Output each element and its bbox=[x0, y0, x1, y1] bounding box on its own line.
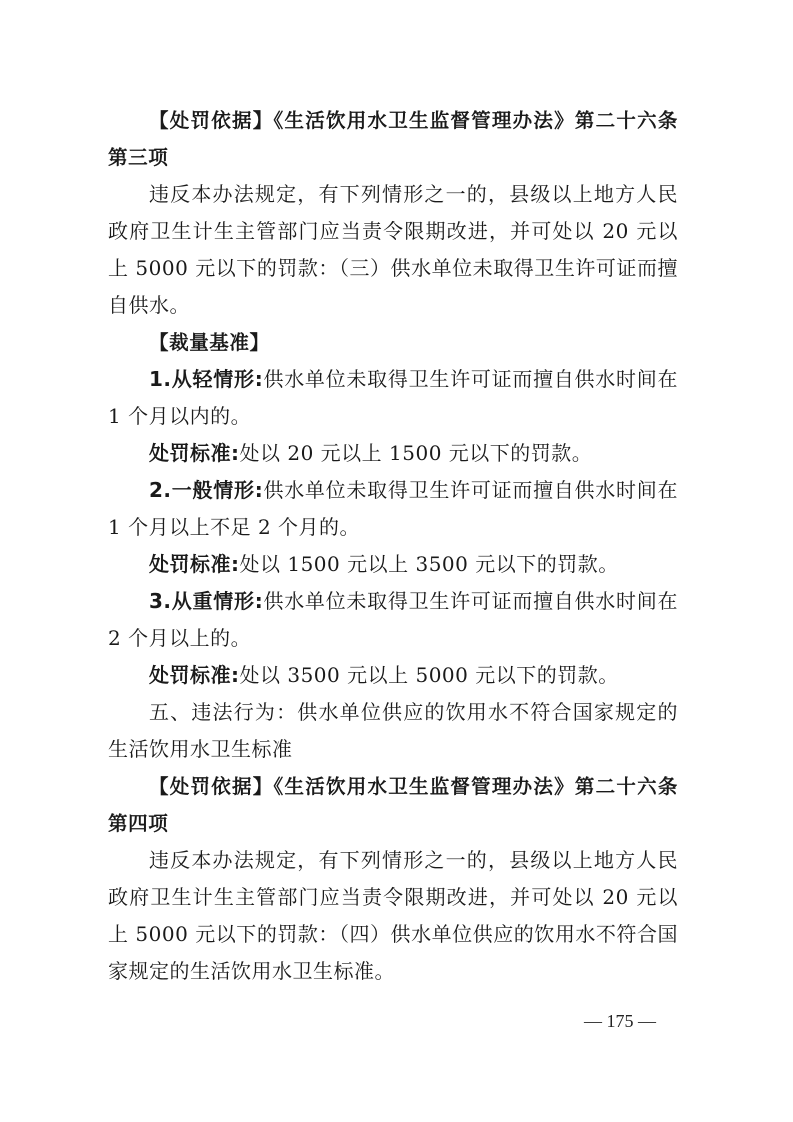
level-heavy-penalty bbox=[108, 657, 678, 694]
violation-title: 五、违法行为：供水单位供应的饮用水不符合国家规定的生活饮用水卫生标准 bbox=[108, 700, 678, 761]
penalty-standard-label: 处罚标准: bbox=[149, 552, 240, 576]
level-heavy-description: 供水单位未取得卫生许可证而擅自供水时间在 2 个月以上的。 bbox=[108, 589, 679, 650]
penalty-basis-heading-2: 【处罚依据】《生活饮用水卫生监督管理办法》第二十六条第四项 bbox=[108, 775, 678, 835]
level-general-description: 供水单位未取得卫生许可证而擅自供水时间在 1 个月以上不足 2 个月的。 bbox=[108, 478, 679, 539]
regulation-text: 违反本办法规定，有下列情形之一的，县级以上地方人民政府卫生计生主管部门应当责令限期改进，并可处以 20 元以上 5000 元以下的罚款：（三）供水单位未取得卫生许可证而擅自供水。 bbox=[108, 182, 678, 317]
penalty-standard-label: 处罚标准: bbox=[149, 441, 240, 465]
penalty-standard-text: 处以 20 元以上 1500 元以下的罚款。 bbox=[239, 441, 593, 465]
level-general-label: 2.一般情形: bbox=[149, 478, 264, 502]
level-light-description: 供水单位未取得卫生许可证而擅自供水时间在 1 个月以内的。 bbox=[108, 367, 679, 428]
level-light-paragraph bbox=[108, 361, 678, 435]
discretion-standard-heading: 【裁量基准】 bbox=[149, 331, 270, 354]
regulation-text-2: 违反本办法规定，有下列情形之一的，县级以上地方人民政府卫生计生主管部门应当责令限期改进，并可处以 20 元以上 5000 元以下的罚款：（四）供水单位供应的饮用水不符合国家规定的生活饮用水卫生标准。 bbox=[108, 848, 678, 983]
page-number: — 175 — bbox=[584, 1011, 656, 1031]
level-heavy-label: 3.从重情形: bbox=[149, 589, 264, 613]
level-general-penalty bbox=[108, 546, 678, 583]
level-heavy-paragraph bbox=[108, 583, 678, 657]
penalty-standard-label: 处罚标准: bbox=[149, 663, 240, 687]
level-general-paragraph bbox=[108, 472, 678, 546]
penalty-standard-text: 处以 1500 元以上 3500 元以下的罚款。 bbox=[239, 552, 619, 576]
penalty-basis-heading: 【处罚依据】《生活饮用水卫生监督管理办法》第二十六条第三项 bbox=[108, 109, 678, 169]
level-light-label: 1.从轻情形: bbox=[149, 367, 264, 391]
level-light-penalty bbox=[108, 435, 678, 472]
penalty-standard-text: 处以 3500 元以上 5000 元以下的罚款。 bbox=[239, 663, 619, 687]
